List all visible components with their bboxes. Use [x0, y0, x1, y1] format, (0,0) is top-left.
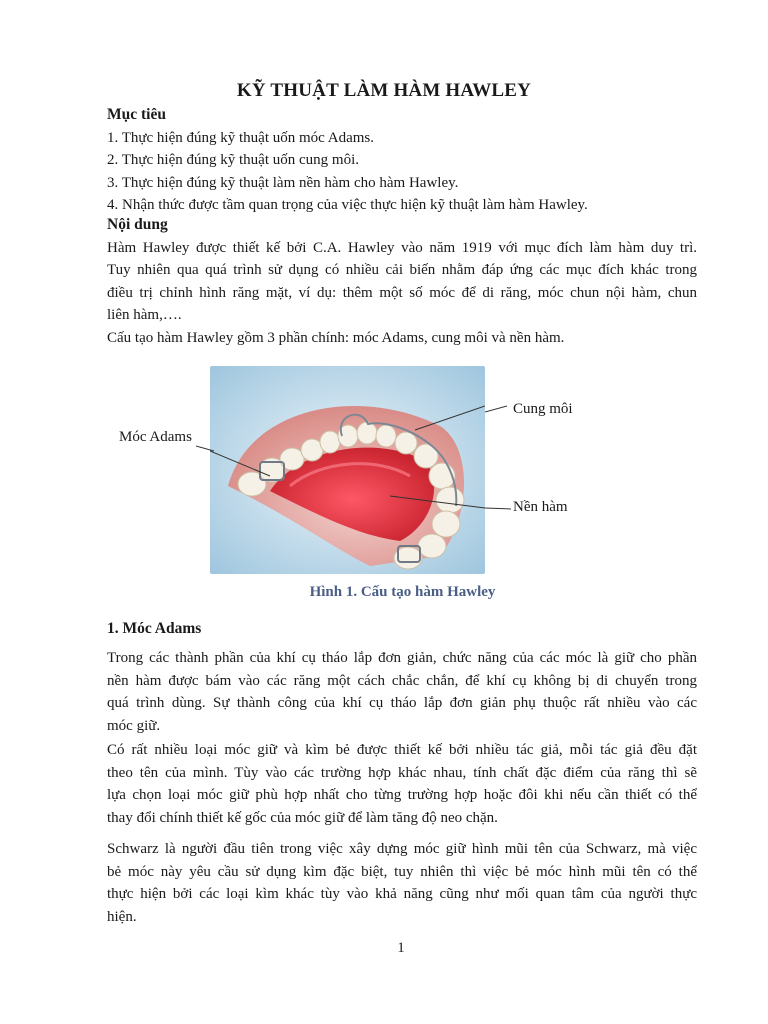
structure-line: Cấu tạo hàm Hawley gồm 3 phần chính: móc Adams, cung môi và nền hàm. — [107, 329, 565, 346]
section1-paragraph-1 — [107, 647, 697, 737]
label-nen-ham: Nền hàm — [513, 499, 568, 515]
section1-heading: 1. Móc Adams — [107, 620, 202, 637]
page-number: 1 — [397, 940, 405, 956]
content-heading: Nội dung — [107, 216, 168, 233]
leader-line-nen-ham — [485, 506, 511, 512]
paragraph-line: nền hàm được bám vào các răng một cách chắc chắn, để khí cụ không bị di chuyển trong — [107, 672, 697, 689]
document-title: KỸ THUẬT LÀM HÀM HAWLEY — [236, 80, 532, 101]
label-moc-adams: Móc Adams — [119, 429, 192, 445]
intro-line: điều trị chỉnh hình răng mặt, ví dụ: thêm một số móc để di răng, móc chun nội hàm, chun — [107, 284, 697, 301]
paragraph-line: theo tên của mình. Tùy vào các trường hợp khác nhau, tính chất đặc điểm của răng thì sẽ — [107, 764, 697, 781]
intro-line: Tuy nhiên qua quá trình sử dụng có nhiều cải biến nhằm đáp ứng các mục đích khác trong — [107, 262, 697, 278]
paragraph-line: thay đổi chính thiết kế gốc của móc giữ để làm tăng độ neo chặn. — [107, 809, 498, 826]
paragraph-line: Có rất nhiều loại móc giữ và kìm bẻ được thiết kế bởi nhiều tác giả, mỗi tác giả đều đặt — [107, 742, 697, 758]
hawley-appliance-image — [210, 366, 485, 574]
paragraph-line: móc giữ. — [107, 717, 161, 734]
objective-item: 2. Thực hiện đúng kỹ thuật uốn cung môi. — [107, 152, 359, 168]
paragraph-line: Trong các thành phần của khí cụ tháo lắp đơn giản, chức năng của các móc là giữ cho phần — [107, 650, 697, 666]
objective-item: 1. Thực hiện đúng kỹ thuật uốn móc Adams. — [107, 129, 374, 146]
paragraph-line: bẻ móc này yêu cầu sử dụng kìm đặc biệt, tuy nhiên thì việc bẻ móc hình mũi tên có thể — [107, 863, 697, 880]
paragraph-line: thực hiện bởi các loại kìm khác tùy vào khả năng cũng như mối quan tâm của người thực — [107, 886, 697, 902]
objectives-heading: Mục tiêu — [107, 106, 166, 123]
paragraph-line: hiện. — [107, 908, 137, 925]
section1-paragraph-3 — [107, 838, 697, 928]
objectives-section — [107, 104, 697, 217]
section1-paragraph-2 — [107, 739, 697, 829]
intro-line: Hàm Hawley được thiết kế bởi C.A. Hawley vào năm 1919 với mục đích làm hàm duy trì. — [107, 239, 697, 256]
leader-line-cung-moi — [485, 405, 507, 413]
label-cung-moi: Cung môi — [513, 401, 573, 417]
leader-line-adams — [196, 440, 214, 460]
section1-heading-block — [107, 618, 697, 641]
intro-line: liên hàm,…. — [107, 307, 182, 323]
objective-item: 3. Thực hiện đúng kỹ thuật làm nền hàm cho hàm Hawley. — [107, 174, 459, 191]
paragraph-line: quá trình dùng. Sự thành công của khí cụ tháo lắp đơn giản phụ thuộc rất nhiều vào các — [107, 695, 697, 711]
paragraph-line: Schwarz là người đầu tiên trong việc xây dựng móc giữ hình mũi tên của Schwarz, mà việc — [107, 841, 697, 857]
content-section — [107, 214, 697, 349]
objective-item: 4. Nhận thức được tầm quan trọng của việc thực hiện kỹ thuật làm hàm Hawley. — [107, 197, 588, 213]
figure-caption: Hình 1. Cấu tạo hàm Hawley — [309, 584, 496, 600]
paragraph-line: lựa chọn loại móc giữ phù hợp nhất cho từng trường hợp hoặc đôi khi nếu cần thiết có thể — [107, 787, 697, 803]
